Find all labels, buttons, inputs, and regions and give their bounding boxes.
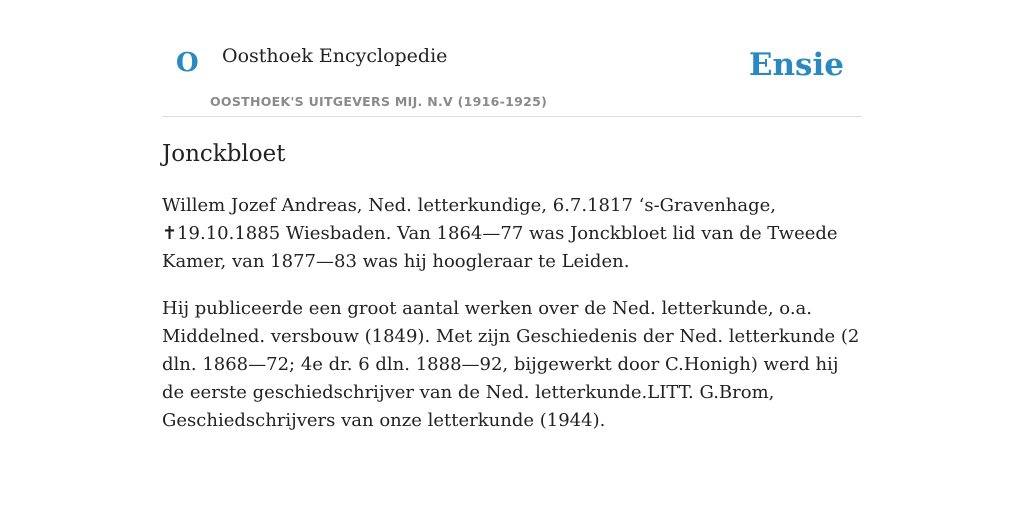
- entry-body: [162, 192, 862, 435]
- header: [162, 0, 862, 117]
- ensie-logo-link[interactable]: Ensie: [748, 47, 844, 83]
- entry-paragraph: Hij publiceerde een groot aantal werken over de Ned. letterkunde, o.a. Middelned. versbouw (1849). Met zijn Geschiedenis der Ned. letterkunde (2 dln. 1868—72; 4e dr. 6 dln. 1888—92, bijgewerkt door C.Honigh) werd hij de eerste geschiedschrijver van de Ned. letterkunde.LITT. G.Brom, Geschiedschrijvers van onze letterkunde (1944).: [162, 297, 860, 431]
- page-container: [162, 0, 862, 435]
- encyclopedia-title[interactable]: Oosthoek Encyclopedie: [222, 45, 448, 67]
- encyclopedia-logo[interactable]: O: [176, 48, 199, 78]
- publisher-subtitle: OOSTHOEK'S UITGEVERS MIJ. N.V (1916-1925): [210, 94, 548, 109]
- entry-title: Jonckbloet: [162, 141, 286, 167]
- entry-paragraph: Willem Jozef Andreas, Ned. letterkundige, 6.7.1817 ‘s-Gravenhage, ✝19.10.1885 Wiesbaden. Van 1864—77 was Jonckbloet lid van de Tweede Kamer, van 1877—83 was hij hoogleraar te Leiden.: [162, 194, 838, 272]
